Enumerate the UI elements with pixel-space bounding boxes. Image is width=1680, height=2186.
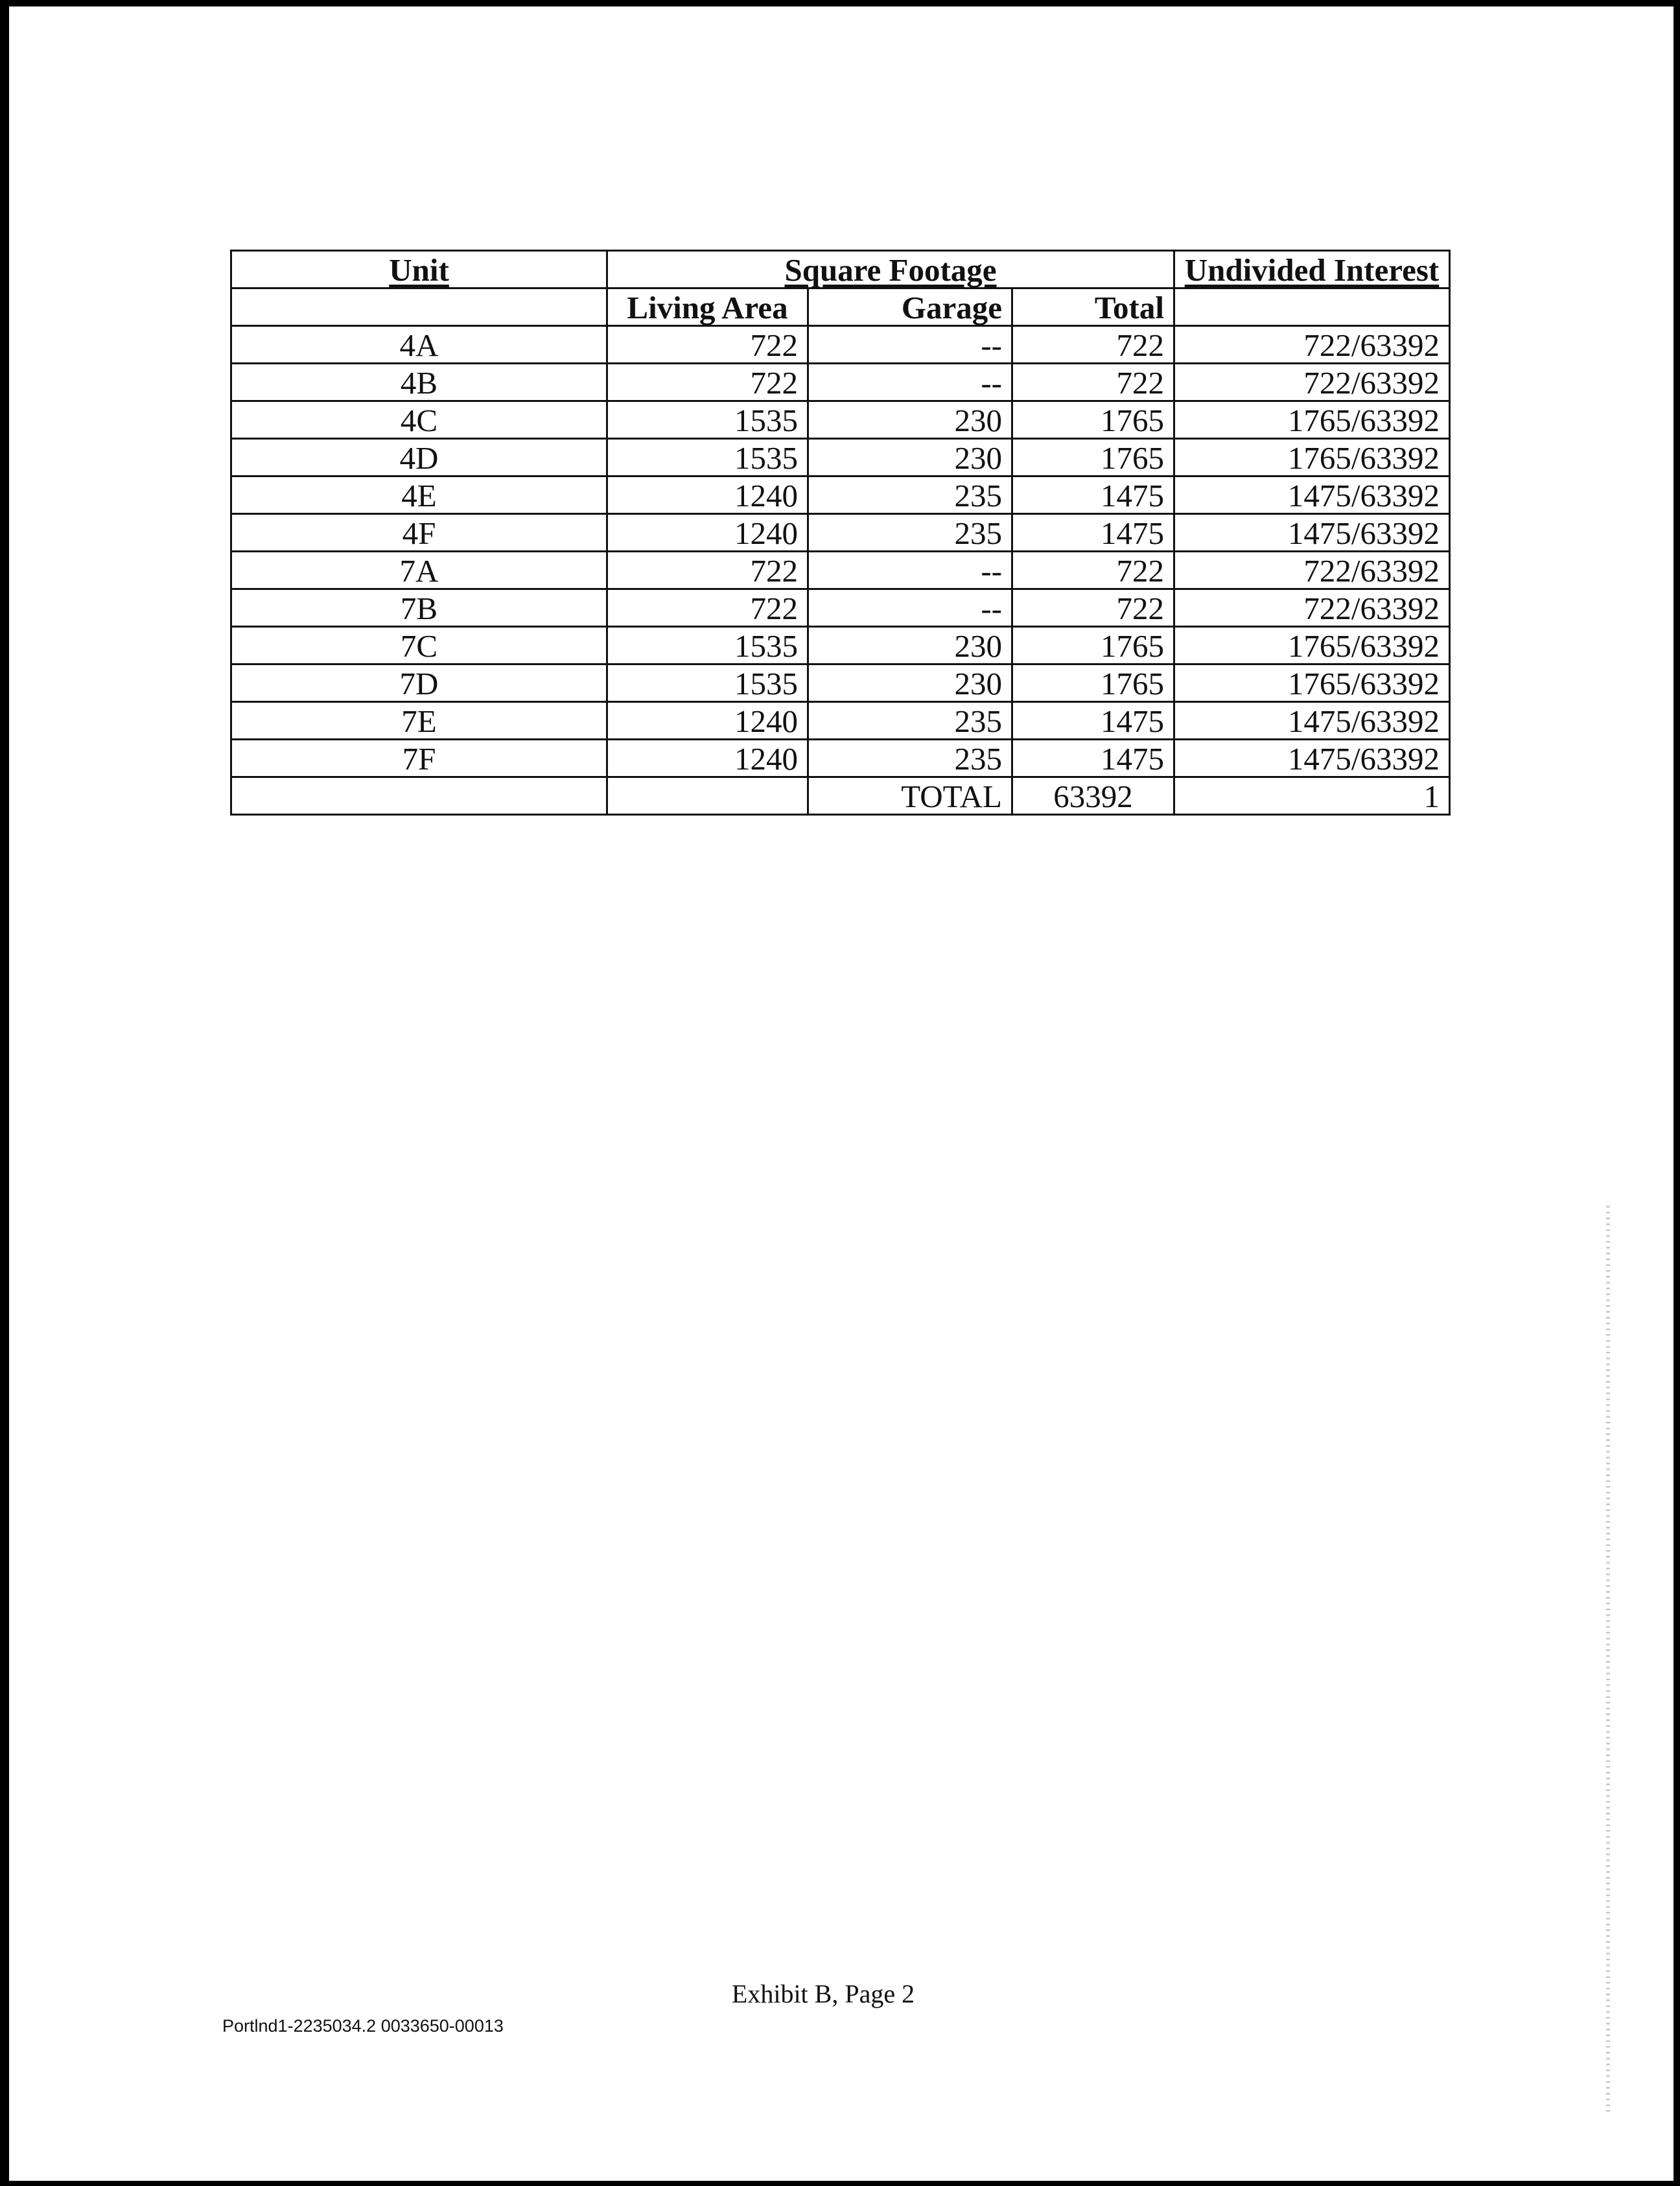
cell-garage: 235	[808, 476, 1012, 514]
cell-total: 722	[1012, 589, 1174, 627]
cell-undivided-interest: 1765/63392	[1174, 439, 1450, 476]
cell-garage: 235	[808, 514, 1012, 552]
cell-undivided-interest: 1765/63392	[1174, 664, 1450, 702]
cell-total: 1765	[1012, 439, 1174, 476]
cell-garage: 230	[808, 627, 1012, 664]
cell-living-area: 1240	[607, 476, 808, 514]
cell-unit: 7F	[231, 740, 607, 777]
cell-undivided-interest: 1475/63392	[1174, 514, 1450, 552]
cell-living-area: 1240	[607, 514, 808, 552]
header-undivided-interest: Undivided Interest	[1174, 251, 1450, 288]
cell-unit: 4C	[231, 401, 607, 439]
cell-living-area: 1535	[607, 439, 808, 476]
cell-undivided-interest: 1765/63392	[1174, 627, 1450, 664]
cell-total: 722	[1012, 552, 1174, 589]
cell-undivided-interest: 1475/63392	[1174, 702, 1450, 740]
table-row	[231, 664, 1450, 702]
cell-living-area: 1535	[607, 664, 808, 702]
totals-square-footage: 63392	[1012, 777, 1174, 815]
cell-unit: 7D	[231, 664, 607, 702]
cell-living-area: 722	[607, 326, 808, 364]
cell-garage: --	[808, 589, 1012, 627]
cell-total: 1765	[1012, 401, 1174, 439]
cell-living-area: 1535	[607, 627, 808, 664]
header-unit: Unit	[231, 251, 607, 288]
table-row	[231, 702, 1450, 740]
scan-border-top	[0, 0, 1680, 6]
table-row	[231, 364, 1450, 401]
cell-garage: 230	[808, 664, 1012, 702]
scan-border-right	[1674, 0, 1680, 2186]
cell-undivided-interest: 722/63392	[1174, 326, 1450, 364]
table-row	[231, 589, 1450, 627]
header-total: Total	[1012, 288, 1174, 326]
cell-unit: 4A	[231, 326, 607, 364]
cell-total: 1475	[1012, 514, 1174, 552]
page-label: Exhibit B, Page 2	[731, 1979, 915, 2008]
header-row-primary	[231, 251, 1450, 288]
cell-total: 1475	[1012, 702, 1174, 740]
cell-total: 722	[1012, 364, 1174, 401]
table-row	[231, 326, 1450, 364]
totals-blank	[607, 777, 808, 815]
totals-label: TOTAL	[808, 777, 1012, 815]
cell-total: 722	[1012, 326, 1174, 364]
totals-row	[231, 777, 1450, 815]
cell-unit: 4F	[231, 514, 607, 552]
table-row	[231, 476, 1450, 514]
table-row	[231, 439, 1450, 476]
cell-undivided-interest: 722/63392	[1174, 364, 1450, 401]
scan-border-left	[0, 0, 9, 2186]
cell-total: 1765	[1012, 664, 1174, 702]
cell-living-area: 1240	[607, 740, 808, 777]
cell-undivided-interest: 722/63392	[1174, 589, 1450, 627]
table-row	[231, 514, 1450, 552]
table-row	[231, 552, 1450, 589]
cell-undivided-interest: 1475/63392	[1174, 740, 1450, 777]
cell-total: 1765	[1012, 627, 1174, 664]
cell-undivided-interest: 1475/63392	[1174, 476, 1450, 514]
scan-artifact	[1606, 1206, 1610, 2113]
cell-unit: 7C	[231, 627, 607, 664]
cell-undivided-interest: 1765/63392	[1174, 401, 1450, 439]
cell-unit: 4B	[231, 364, 607, 401]
header-garage: Garage	[808, 288, 1012, 326]
cell-living-area: 1535	[607, 401, 808, 439]
cell-undivided-interest: 722/63392	[1174, 552, 1450, 589]
table-row	[231, 627, 1450, 664]
cell-garage: 230	[808, 401, 1012, 439]
totals-blank	[231, 777, 607, 815]
unit-square-footage-table	[230, 250, 1451, 816]
cell-unit: 7E	[231, 702, 607, 740]
cell-garage: 235	[808, 740, 1012, 777]
cell-living-area: 1240	[607, 702, 808, 740]
cell-total: 1475	[1012, 476, 1174, 514]
header-blank	[1174, 288, 1450, 326]
document-reference: Portlnd1-2235034.2 0033650-00013	[222, 2016, 504, 2036]
cell-garage: --	[808, 326, 1012, 364]
scan-border-bottom	[0, 2181, 1680, 2186]
totals-interest: 1	[1174, 777, 1450, 815]
cell-total: 1475	[1012, 740, 1174, 777]
header-row-secondary	[231, 288, 1450, 326]
table-row	[231, 740, 1450, 777]
cell-living-area: 722	[607, 364, 808, 401]
cell-unit: 4E	[231, 476, 607, 514]
cell-garage: --	[808, 364, 1012, 401]
cell-unit: 4D	[231, 439, 607, 476]
table-row	[231, 401, 1450, 439]
cell-unit: 7A	[231, 552, 607, 589]
cell-unit: 7B	[231, 589, 607, 627]
cell-garage: --	[808, 552, 1012, 589]
cell-garage: 235	[808, 702, 1012, 740]
cell-garage: 230	[808, 439, 1012, 476]
header-blank	[231, 288, 607, 326]
header-living-area: Living Area	[607, 288, 808, 326]
cell-living-area: 722	[607, 552, 808, 589]
header-square-footage: Square Footage	[607, 251, 1174, 288]
cell-living-area: 722	[607, 589, 808, 627]
